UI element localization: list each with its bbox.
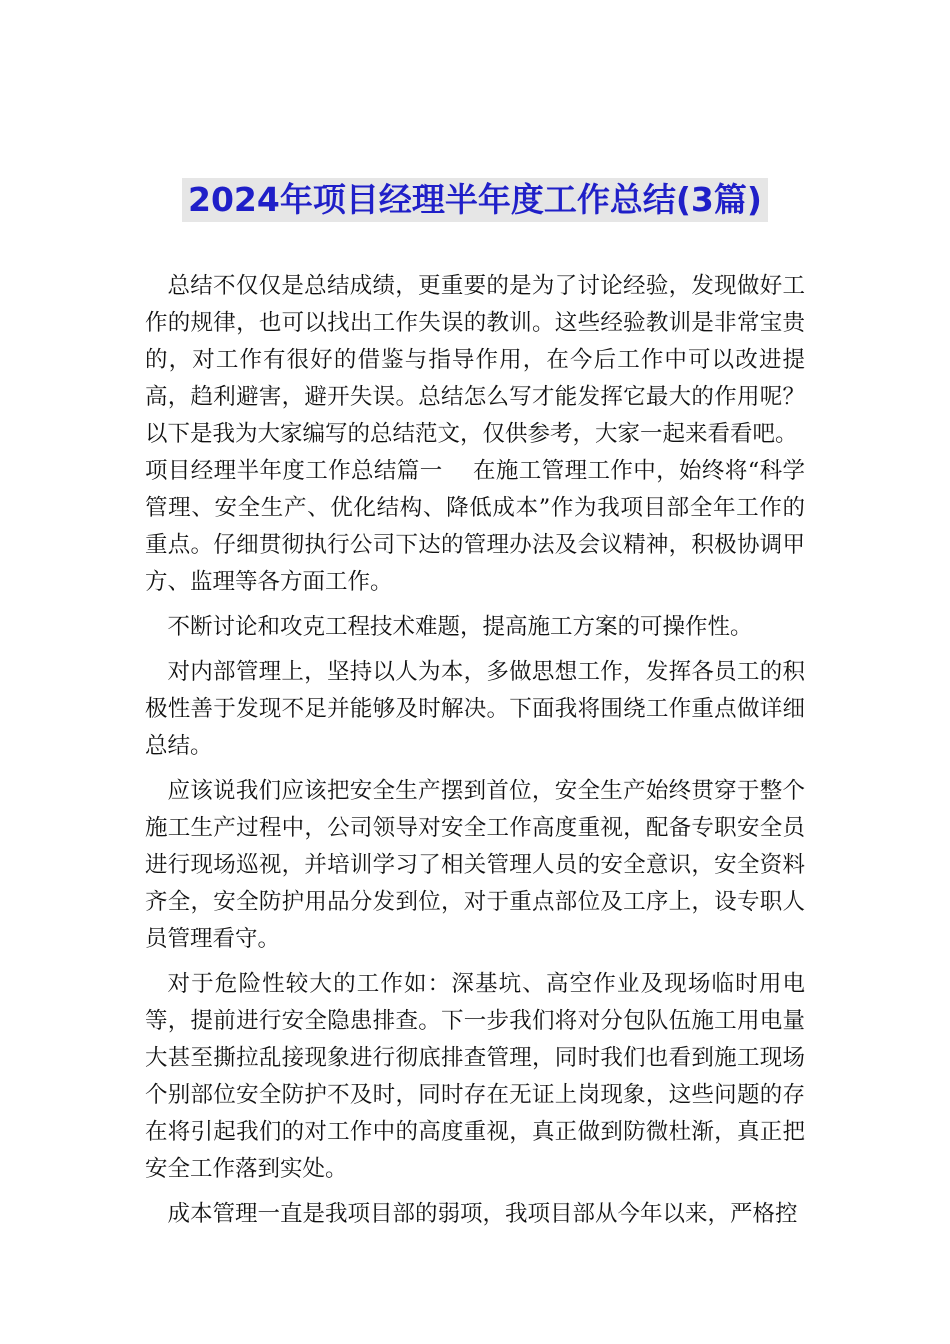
section-one-paragraph: 项目经理半年度工作总结篇一 在施工管理工作中，始终将“科学管理、安全生产、优化结构、降低成本”作为我项目部全年工作的重点。仔细贯彻执行公司下达的管理办法及会议精神，积极协调甲方、监理等各方面工作。: [145, 458, 805, 595]
document-body: [145, 268, 805, 1233]
safety-production-paragraph: 应该说我们应该把安全生产摆到首位，安全生产始终贯穿于整个施工生产过程中，公司领导对安全工作高度重视，配备专职安全员进行现场巡视，并培训学习了相关管理人员的安全意识，安全资料齐全，安全防护用品分发到位，对于重点部位及工序上，设专职人员管理看守。: [145, 778, 805, 952]
tech-problems-paragraph: 不断讨论和攻克工程技术难题，提高施工方案的可操作性。: [167, 614, 753, 640]
intro-paragraph: 总结不仅仅是总结成绩，更重要的是为了讨论经验，发现做好工作的规律，也可以找出工作失误的教训。这些经验教训是非常宝贵的，对工作有很好的借鉴与指导作用，在今后工作中可以改进提高，趋利避害，避开失误。总结怎么写才能发挥它最大的作用呢？以下是我为大家编写的总结范文，仅供参考，大家一起来看看吧。: [145, 273, 805, 447]
title-container: [0, 178, 950, 222]
document-title: 2024年项目经理半年度工作总结(3篇): [182, 178, 768, 222]
cost-management-paragraph: 成本管理一直是我项目部的弱项，我项目部从今年以来，严格控: [167, 1201, 798, 1227]
hazard-inspection-paragraph: 对于危险性较大的工作如：深基坑、高空作业及现场临时用电等，提前进行安全隐患排查。下一步我们将对分包队伍施工用电量大甚至撕拉乱接现象进行彻底排查管理，同时我们也看到施工现场个别部位安全防护不及时，同时存在无证上岗现象，这些问题的存在将引起我们的对工作中的高度重视，真正做到防微杜渐，真正把安全工作落到实处。: [145, 971, 805, 1182]
internal-management-paragraph: 对内部管理上，坚持以人为本，多做思想工作，发挥各员工的积极性善于发现不足并能够及时解决。下面我将围绕工作重点做详细总结。: [145, 659, 805, 759]
